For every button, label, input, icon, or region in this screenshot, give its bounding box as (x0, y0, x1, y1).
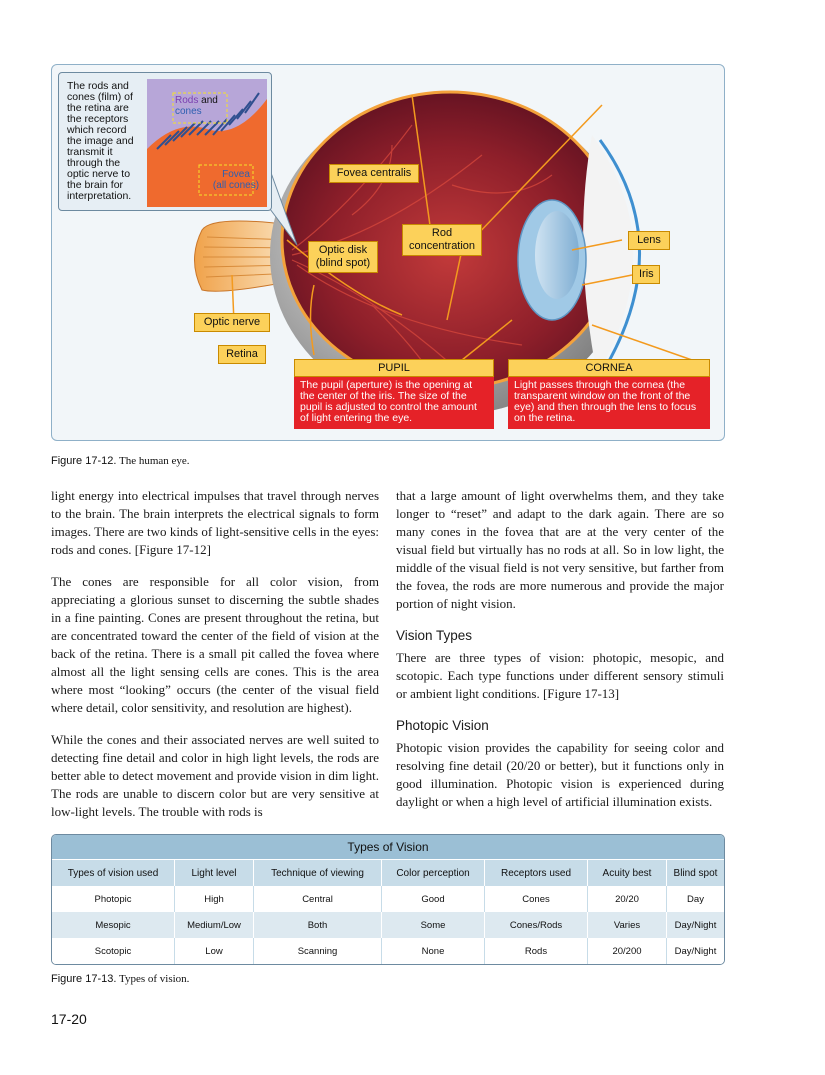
inset-rods-cones-label (175, 95, 218, 117)
table-title: Types of Vision (52, 835, 724, 859)
inset-cones-label: cones (175, 106, 202, 117)
table-cell: Varies (588, 912, 667, 938)
table-cell: 20/20 (588, 886, 667, 912)
label-optic-disk: Optic disk (blind spot) (308, 241, 378, 273)
table-cell: Cones (485, 886, 588, 912)
cornea-title: CORNEA (508, 359, 710, 377)
paragraph: While the cones and their associated nerves are well suited to detecting fine detail and color in high light levels, the rods are better able to detect movement and provide vision in dim light. The rods are unable to discern color but are very sensitive at low-light levels. The trouble with rods is (51, 732, 379, 819)
table-cell: Both (254, 912, 382, 938)
figure-caption-text: The human eye. (119, 455, 190, 467)
label-iris: Iris (632, 265, 660, 284)
label-fovea-centralis: Fovea centralis (329, 164, 419, 183)
inset-description: The rods and cones (film) of the retina are the receptors which record the image and transmit it through the optic nerve to the brain for interpretation. (67, 80, 134, 202)
cornea-body: Light passes through the cornea (the transparent window on the front of the eye) and then through the lens to focus on the retina. (508, 377, 710, 429)
table-cell: Day/Night (667, 938, 725, 964)
section-heading: Photopic Vision (396, 718, 489, 733)
table-header: Technique of viewing (254, 860, 382, 887)
inset-allcones-text: (all cones) (212, 180, 260, 191)
label-rod-concentration: Rod concentration (402, 224, 482, 256)
inset-rods-label: Rods (175, 95, 199, 106)
table-cell: High (175, 886, 254, 912)
table-cell: Good (382, 886, 485, 912)
table-header: Types of vision used (52, 860, 175, 887)
section-heading: Vision Types (396, 628, 473, 643)
table-cell: Photopic (52, 886, 175, 912)
table-row (52, 912, 724, 938)
table-cell: Mesopic (52, 912, 175, 938)
pupil-title: PUPIL (294, 359, 494, 377)
table-cell: Day (667, 886, 725, 912)
label-optic-nerve: Optic nerve (194, 313, 270, 332)
figure-caption-number: Figure 17-12. (51, 455, 117, 467)
table-header: Blind spot (667, 860, 725, 887)
figure-caption (51, 455, 190, 467)
table-header: Color perception (382, 860, 485, 887)
eye-diagram-figure (51, 64, 725, 441)
table-cell: Medium/Low (175, 912, 254, 938)
table-cell: Scanning (254, 938, 382, 964)
vision-types-table (51, 834, 725, 965)
figure-caption-number: Figure 17-13. (51, 973, 117, 985)
label-retina: Retina (218, 345, 266, 364)
inset-and-label: and (201, 95, 218, 106)
retina-inset (58, 72, 272, 211)
paragraph: Photopic vision provides the capability for seeing color and resolving fine detail (20/20 or better), but it functions only in good illumination. Photopic vision is experienced during daylight or when a high level of artificial illumination exists. (396, 740, 724, 809)
table-row (52, 938, 724, 964)
paragraph: light energy into electrical impulses that travel through nerves to the brain. The brain interprets the electrical signals to form images. There are two kinds of light-sensitive cells in the eyes: rods and cones. [Figure 17-12] (51, 488, 379, 557)
table-row (52, 886, 724, 912)
table-cell: Scotopic (52, 938, 175, 964)
paragraph: The cones are responsible for all color vision, from appreciating a glorious sunset to discerning the subtle shades in a fine painting. Cones are present throughout the retina, but are concentrated toward the center of the field of vision at the back of the retina. There is a small pit called the fovea where almost all the light sensing cells are cones. This is the area where most “looking” occurs (the center of the visual field where detail, color sensitivity, and resolution are highest). (51, 574, 379, 715)
table-cell: Central (254, 886, 382, 912)
table-cell: Some (382, 912, 485, 938)
figure-caption (51, 973, 189, 985)
table-cell: Day/Night (667, 912, 725, 938)
paragraph: that a large amount of light overwhelms them, and they take longer to “reset” and adapt to the dark again. There are so many cones in the fovea that are at the very center of the visual field but virtually has no rods at all. So in low light, the middle of the visual field is not very sensitive, but farther from the fovea, the rods are more numerous and provide the major portion of night vision. (396, 488, 724, 611)
right-column (396, 487, 724, 825)
figure-caption-text: Types of vision. (119, 973, 190, 985)
pupil-body: The pupil (aperture) is the opening at the center of the iris. The size of the pupil is adjusted to control the amount of light entering the eye. (294, 377, 494, 429)
left-column (51, 487, 379, 835)
page-number: 17-20 (51, 1011, 87, 1027)
cornea-definition (508, 359, 710, 429)
table-cell: Low (175, 938, 254, 964)
table-header: Light level (175, 860, 254, 887)
table-cell: None (382, 938, 485, 964)
pupil-definition (294, 359, 494, 429)
table-header: Acuity best (588, 860, 667, 887)
table-header-row (52, 860, 724, 887)
paragraph: There are three types of vision: photopic, mesopic, and scotopic. Each type functions under different sensory stimuli or ambient light conditions. [Figure 17-13] (396, 650, 724, 701)
table-cell: Cones/Rods (485, 912, 588, 938)
lens-shape (535, 211, 579, 299)
table-grid (52, 859, 724, 964)
inset-fovea-label (209, 169, 263, 191)
table-cell: 20/200 (588, 938, 667, 964)
table-cell: Rods (485, 938, 588, 964)
label-lens: Lens (628, 231, 670, 250)
inset-fovea-text: Fovea (222, 169, 250, 180)
table-header: Receptors used (485, 860, 588, 887)
